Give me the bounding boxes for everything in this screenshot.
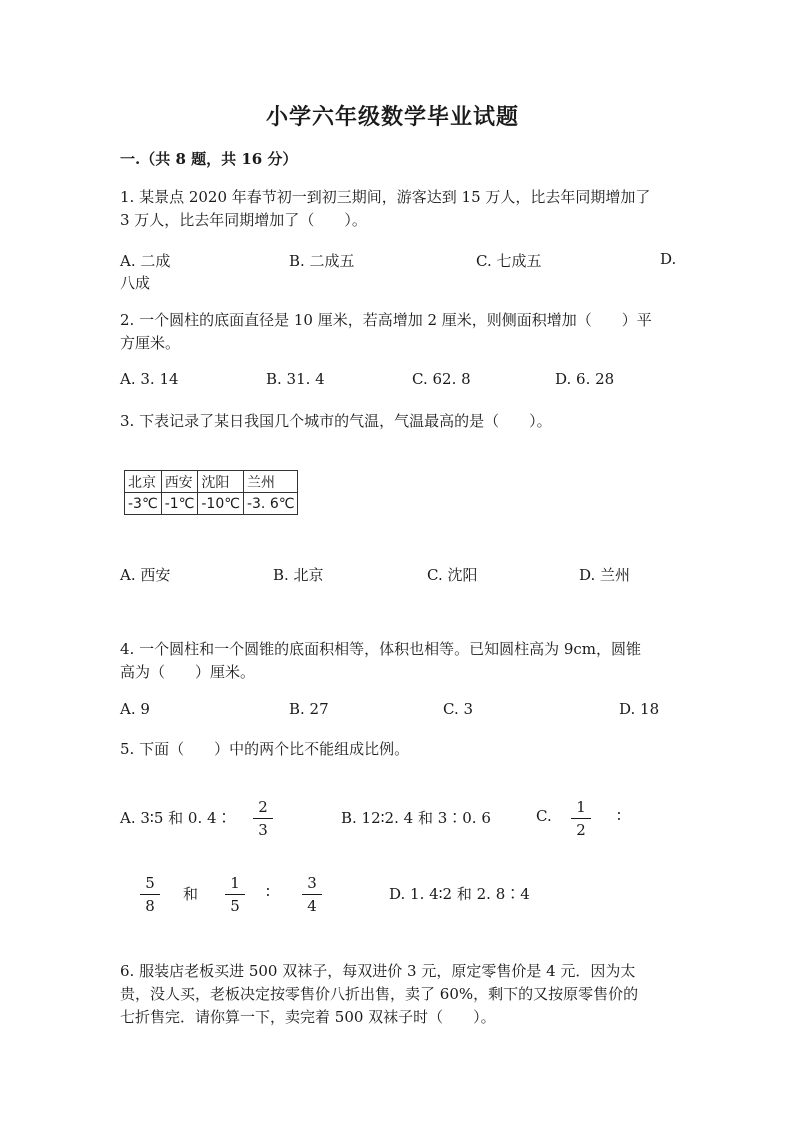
table-cell: -10℃ [198,493,244,515]
q5-option-c-fraction-3 [225,874,245,915]
question-5-line-1: 5. 下面（ ）中的两个比不能组成比例。 [120,740,410,758]
fraction-denominator: 8 [145,897,155,915]
table-row [125,471,298,493]
q1-option-b: B. 二成五 [289,252,355,270]
q5-option-c-fraction-1 [571,798,591,839]
table-cell: -1℃ [161,493,198,515]
q5-option-a-fraction [253,798,273,839]
fraction-numerator: 2 [258,798,268,816]
table-cell: 北京 [125,471,162,493]
section-heading: 一.（共 8 题，共 16 分） [120,150,298,168]
fraction-numerator: 1 [576,798,586,816]
table-cell: -3℃ [125,493,162,515]
table-cell: 兰州 [243,471,298,493]
fraction-denominator: 2 [576,821,586,839]
table-cell: 西安 [161,471,198,493]
q1-option-c: C. 七成五 [476,252,542,270]
temperature-table [124,470,298,515]
q4-option-c: C. 3 [443,700,474,718]
question-6-line-3: 七折售完．请你算一下，卖完着 500 双袜子时（ ）。 [120,1008,496,1026]
q5-option-a-text: A. 3∶5 和 0. 4∶ [120,809,232,827]
fraction-denominator: 4 [307,897,317,915]
q4-option-b: B. 27 [289,700,329,718]
q2-option-d: D. 6. 28 [555,370,615,388]
page-title: 小学六年级数学毕业试题 [266,104,520,130]
question-3-line-1: 3. 下表记录了某日我国几个城市的气温，气温最高的是（ ）。 [120,412,552,430]
question-4-line-2: 高为（ ）厘米。 [120,663,256,681]
q5-option-c-fraction-4 [302,874,322,915]
question-4-line-1: 4. 一个圆柱和一个圆锥的底面积相等，体积也相等。已知圆柱高为 9cm，圆锥 [120,640,642,658]
fraction-bar [571,818,591,819]
fraction-bar [225,894,245,895]
fraction-bar [302,894,322,895]
table-cell: -3. 6℃ [243,493,298,515]
q5-option-d: D. 1. 4∶2 和 2. 8∶4 [389,885,530,903]
q4-option-d: D. 18 [619,700,660,718]
q3-option-b: B. 北京 [273,566,324,584]
fraction-denominator: 5 [230,897,240,915]
and-text: 和 [183,885,199,903]
q1-option-d: D. [660,250,677,268]
q4-option-a: A. 9 [120,700,150,718]
fraction-numerator: 3 [307,874,317,892]
q2-option-c: C. 62. 8 [412,370,471,388]
q3-option-d: D. 兰州 [579,566,631,584]
fraction-numerator: 5 [145,874,155,892]
question-6-line-1: 6. 服装店老板买进 500 双袜子，每双进价 3 元，原定零售价是 4 元．因为太 [120,962,636,980]
ratio-colon: ∶ [266,883,270,901]
question-1-line-2: 3 万人，比去年同期增加了（ ）。 [120,211,367,229]
fraction-numerator: 1 [230,874,240,892]
q2-option-b: B. 31. 4 [266,370,325,388]
q5-option-b: B. 12∶2. 4 和 3∶0. 6 [341,809,491,827]
fraction-denominator: 3 [258,821,268,839]
q2-option-a: A. 3. 14 [120,370,179,388]
question-2-line-2: 方厘米。 [120,334,181,352]
question-6-line-2: 贵，没人买，老板决定按零售价八折出售，卖了 60%，剩下的又按原零售价的 [120,985,639,1003]
fraction-bar [140,894,160,895]
ratio-colon: ∶ [617,807,621,825]
q5-option-c-label: C. [536,807,552,825]
fraction-bar [253,818,273,819]
question-1-line-1: 1. 某景点 2020 年春节初一到初三期间，游客达到 15 万人，比去年同期增加了 [120,188,651,206]
q1-option-d-text: 八成 [120,274,151,292]
q5-option-c-fraction-2 [140,874,160,915]
table-cell: 沈阳 [198,471,244,493]
q3-option-a: A. 西安 [120,566,171,584]
q1-option-a: A. 二成 [120,252,171,270]
q3-option-c: C. 沈阳 [427,566,478,584]
question-2-line-1: 2. 一个圆柱的底面直径是 10 厘米，若高增加 2 厘米，则侧面积增加（ ）平 [120,311,652,329]
table-row [125,493,298,515]
